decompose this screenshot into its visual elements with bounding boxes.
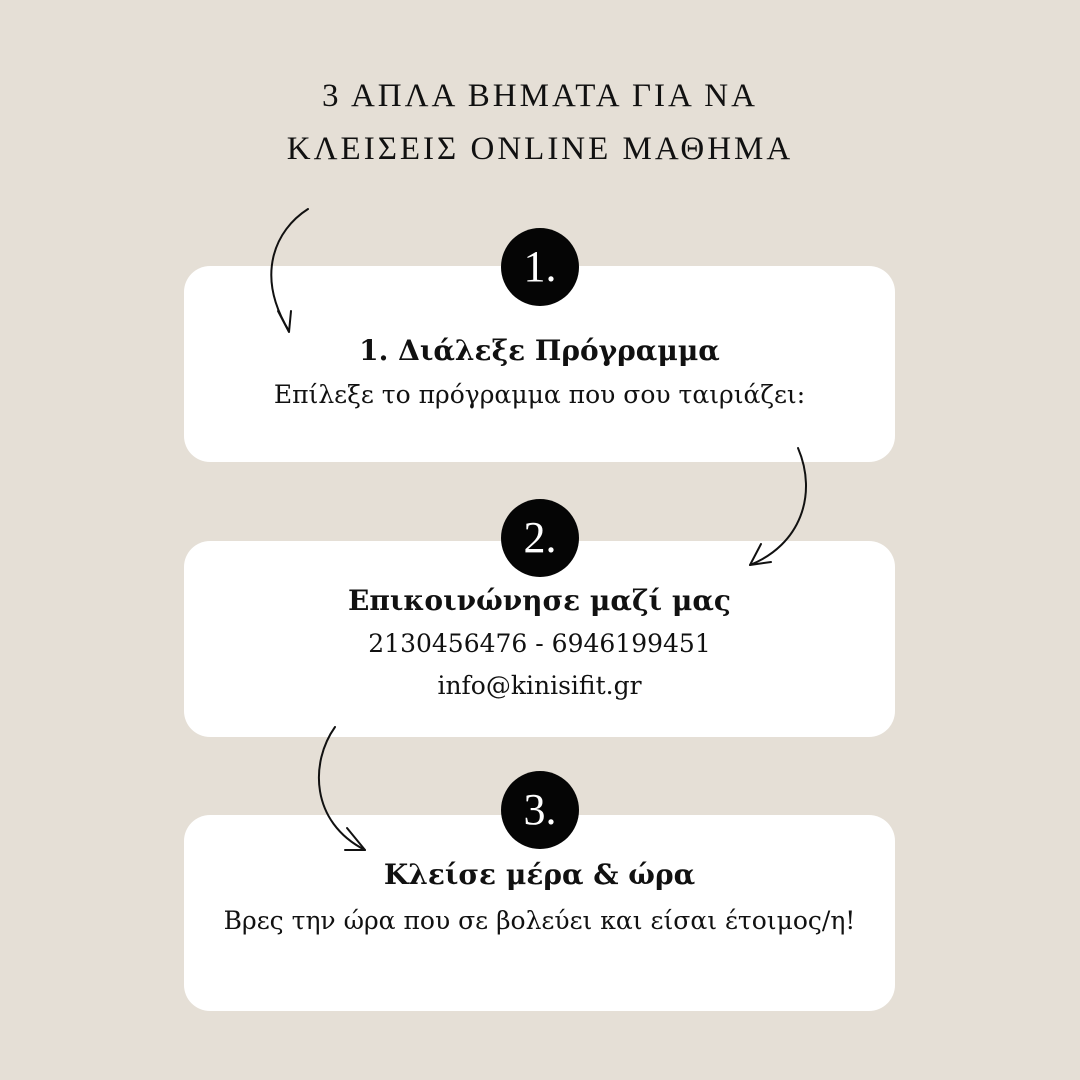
step-1-badge — [501, 228, 579, 306]
step-2-title: Επικοινώνησε μαζί μας — [348, 584, 731, 617]
step-1-title: 1. Διάλεξε Πρόγραμμα — [359, 334, 720, 367]
step-2-number: 2. — [523, 513, 557, 562]
step-3-number: 3. — [523, 785, 557, 834]
title-line-1: 3 ΑΠΛΑ ΒΗΜΑΤΑ ΓΙΑ ΝΑ — [322, 78, 758, 114]
step-1-description: Επίλεξε το πρόγραμμα που σου ταιριάζει: — [273, 380, 806, 409]
step-2-phone: 2130456476 - 6946199451 — [368, 629, 711, 658]
step-1-number: 1. — [523, 242, 557, 291]
curved-arrow-down-right-icon — [305, 722, 375, 857]
page-title — [0, 70, 1080, 176]
step-3-title: Κλείσε μέρα & ώρα — [383, 858, 696, 891]
title-line-2: ΚΛΕΙΣΕΙΣ ONLINE ΜΑΘΗΜΑ — [286, 131, 794, 167]
step-3-badge — [501, 771, 579, 849]
step-2-badge — [501, 499, 579, 577]
step-3-description: Βρες την ώρα που σε βολεύει και είσαι έτοιμος/η! — [223, 906, 856, 935]
curved-arrow-down-left-icon — [740, 440, 820, 575]
step-2-email: info@kinisifit.gr — [437, 671, 642, 700]
curved-arrow-down-icon — [255, 205, 325, 340]
